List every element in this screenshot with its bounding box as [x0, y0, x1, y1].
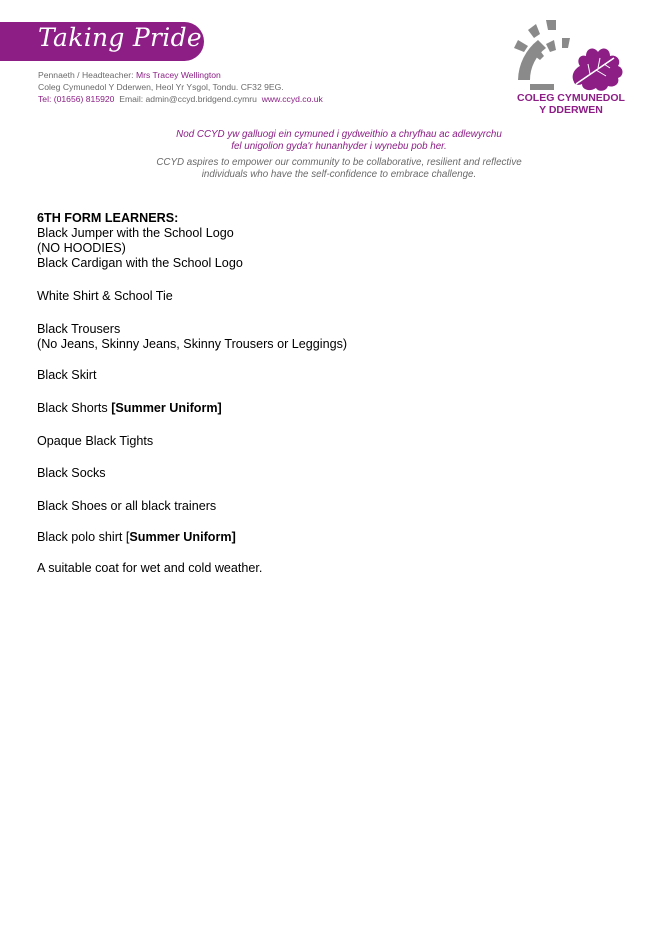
college-name-line1: COLEG CYMUNEDOL: [517, 92, 625, 104]
uniform-note-trousers: (No Jeans, Skinny Jeans, Skinny Trousers or Leggings): [37, 337, 348, 351]
mission-welsh-line1: Nod CCYD yw galluogi ein cymuned i gydweithio a chryfhau ac adlewyrchu: [176, 129, 502, 140]
uniform-note-no-hoodies: (NO HOODIES): [37, 241, 126, 255]
headteacher-name: Mrs Tracey Wellington: [135, 70, 221, 80]
college-name-line2: Y DDERWEN: [539, 104, 603, 116]
college-name: [510, 92, 632, 116]
contact-line: [38, 93, 323, 105]
uniform-item-skirt: Black Skirt: [37, 368, 97, 382]
uniform-item-socks: Black Socks: [37, 466, 106, 480]
headteacher-line: [38, 69, 323, 81]
address-line: Coleg Cymunedol Y Dderwen, Heol Yr Ysgol, Tondu. CF32 9EG.: [38, 82, 284, 93]
mission-english-line2: individuals who have the self-confidence to embrace challenge.: [201, 169, 477, 180]
uniform-item-shoes: Black Shoes or all black trainers: [37, 499, 217, 513]
banner-text: Taking Pride: [38, 23, 203, 52]
tel-number: (01656) 815920: [53, 94, 115, 105]
tel-label: Tel:: [38, 94, 52, 105]
mission-welsh-line2: fel unigolion gyda'r hunanhyder i wynebu pob her.: [231, 141, 447, 152]
uniform-item-polo: [37, 530, 347, 545]
uniform-heading: 6TH FORM LEARNERS:: [37, 211, 179, 225]
email-label: Email:: [119, 94, 144, 105]
mission-english-line1: CCYD aspires to empower our community to be collaborative, resilient and reflective: [156, 157, 522, 168]
uniform-item-tights: Opaque Black Tights: [37, 434, 154, 448]
uniform-list: [37, 211, 347, 576]
website-link[interactable]: www.ccyd.co.uk: [261, 94, 323, 105]
summer-uniform-tag: Summer Uniform]: [129, 530, 236, 544]
mission-english: [100, 157, 578, 181]
uniform-item-coat: A suitable coat for wet and cold weather.: [37, 561, 263, 575]
email-link[interactable]: admin@ccyd.bridgend.cymru: [145, 94, 257, 105]
uniform-item-jumper: Black Jumper with the School Logo: [37, 226, 234, 240]
taking-pride-banner: [0, 22, 204, 61]
summer-uniform-tag: [Summer Uniform]: [111, 401, 222, 415]
polo-label: Black polo shirt [: [37, 530, 130, 544]
headteacher-label: Pennaeth / Headteacher:: [38, 70, 134, 80]
shorts-label: Black Shorts: [37, 401, 108, 415]
uniform-item-shorts: [37, 401, 347, 416]
oak-leaf-icon: [573, 49, 623, 91]
uniform-item-trousers: Black Trousers: [37, 322, 121, 336]
contact-block: [38, 69, 323, 106]
mission-welsh: [100, 129, 578, 153]
uniform-item-shirt: White Shirt & School Tie: [37, 289, 173, 303]
uniform-item-cardigan: Black Cardigan with the School Logo: [37, 256, 243, 270]
